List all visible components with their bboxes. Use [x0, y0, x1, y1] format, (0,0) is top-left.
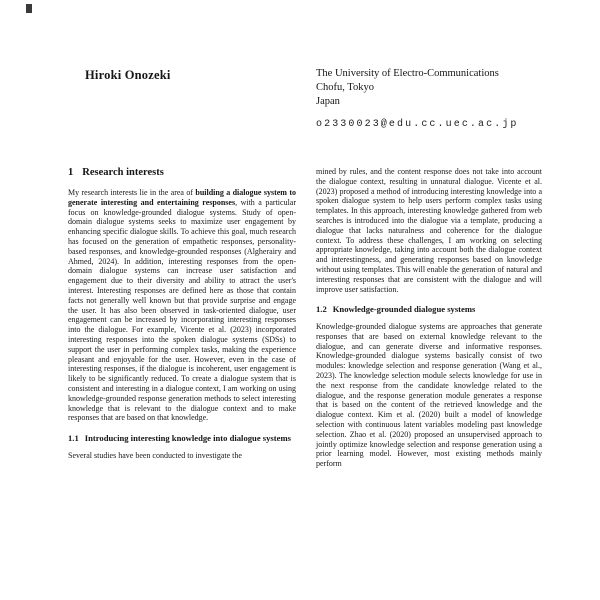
section-1-2-heading: [316, 304, 542, 315]
author-email: o2330023@edu.cc.uec.ac.jp: [316, 119, 519, 130]
section-1-1-number: 1.1: [68, 433, 79, 444]
paragraph-knowledge-grounded: Knowledge-grounded dialogue systems are approaches that generate responses that are based on external knowledge relevant to the dialogue, and can generate diverse and informative responses. Knowledge-grounded dialogue systems basically consist of two modules: knowledge selection and response generation (Wang et al., 2023). The knowledge selection module selects knowledge for use in the next response from the candidate knowledge related to the dialogue, and the response generation module generates a response that is based on the content of the retrieved knowledge and the dialogue context. Kim et al. (2020) built a model of knowledge selection with continuous latent variables modeling past knowledge selection. Zhao et al. (2020) proposed an unsupervised approach to jointly optimize knowledge selection and response generation using a prior learning model. However, most existing methods mainly perform: [316, 321, 542, 469]
section-1-1-title: Introducing interesting knowledge into dialogue systems: [84, 433, 291, 444]
section-1-number: 1: [68, 167, 74, 178]
section-1-2-number: 1.2: [316, 304, 327, 315]
left-column: [68, 167, 296, 461]
affiliation-line-institution: The University of Electro-Communications: [316, 68, 499, 79]
paragraph-bold-thesis: building a dialogue system to generate interesting and entertaining responses: [68, 188, 296, 207]
affiliation-line-city: Chofu, Tokyo: [316, 82, 374, 93]
section-1-title: Research interests: [82, 167, 164, 178]
affiliation-line-country: Japan: [316, 96, 340, 107]
author-name: Hiroki Onozeki: [85, 68, 171, 82]
paragraph-several-studies: Several studies have been conducted to investigate the: [68, 450, 242, 460]
section-1-heading: [68, 167, 296, 179]
affiliation-block: [316, 67, 556, 132]
page-corner-artifact: [26, 4, 32, 13]
paragraph-lead-text: My research interests lie in the area of: [68, 188, 196, 197]
paragraph-research-interests: [68, 188, 296, 423]
section-1-1-heading: [68, 433, 296, 444]
paragraph-rest-text: , with a particular focus on knowledge-grounded dialogue systems. Study of open-domain dialogue systems seeks to maximize user engagement by enhancing specific dialogue skills. To achieve this goal, much research has focused on the generation of empathetic responses, personality-based responses, and knowledge-grounded responses (Algherairy and Ahmed, 2024). In addition, interesting responses from the open-domain dialogue systems can increase user satisfaction and engagement due to their diversity and ability to attract the user's interest. Interesting responses are defined here as those that contain facts not generally well known but that provide surprise and engage the user. It has also been observed in task-oriented dialogue, user engagement can be increased by incorporating interesting responses into the dialogue. For example, Vicente et al. (2023) incorporated interesting responses into the spoken dialogue systems (SDSs) to support the user in performing complex tasks, making the experience pleasant and enjoyable for the user. However, even in the case of interesting responses, if the dialogue is incoherent, user engagement is likely to be significantly reduced. To create a dialogue system that is consistent and interesting in a dialogue context, I am working on using knowledge-grounded response generation methods to select interesting knowledge that is relevant to the dialogue context and to make responses that are based on that knowledge.: [68, 197, 297, 423]
section-1-2-title: Knowledge-grounded dialogue systems: [332, 304, 476, 315]
right-column: [316, 167, 542, 469]
paragraph-continued-from-left: mined by rules, and the content response does not take into account the dialogue context, resulting in unnatural dialogue. Vicente et al. (2023) proposed a method of introducing interesting knowledge into a spoken dialogue system to help users perform complex tasks using templates. In this approach, interesting knowledge gathered from web searches is introduced into the dialogue via a template, producing a dialogue that lacks naturalness and coherence for the dialogue context. To address these challenges, I am working on selecting appropriate knowledge, taking into account both the dialogue context and interestingness, and generating responses based on knowledge without using templates. This will enable the generation of natural and interesting responses that are consistent with the dialogue and will improve user satisfaction.: [316, 167, 542, 294]
